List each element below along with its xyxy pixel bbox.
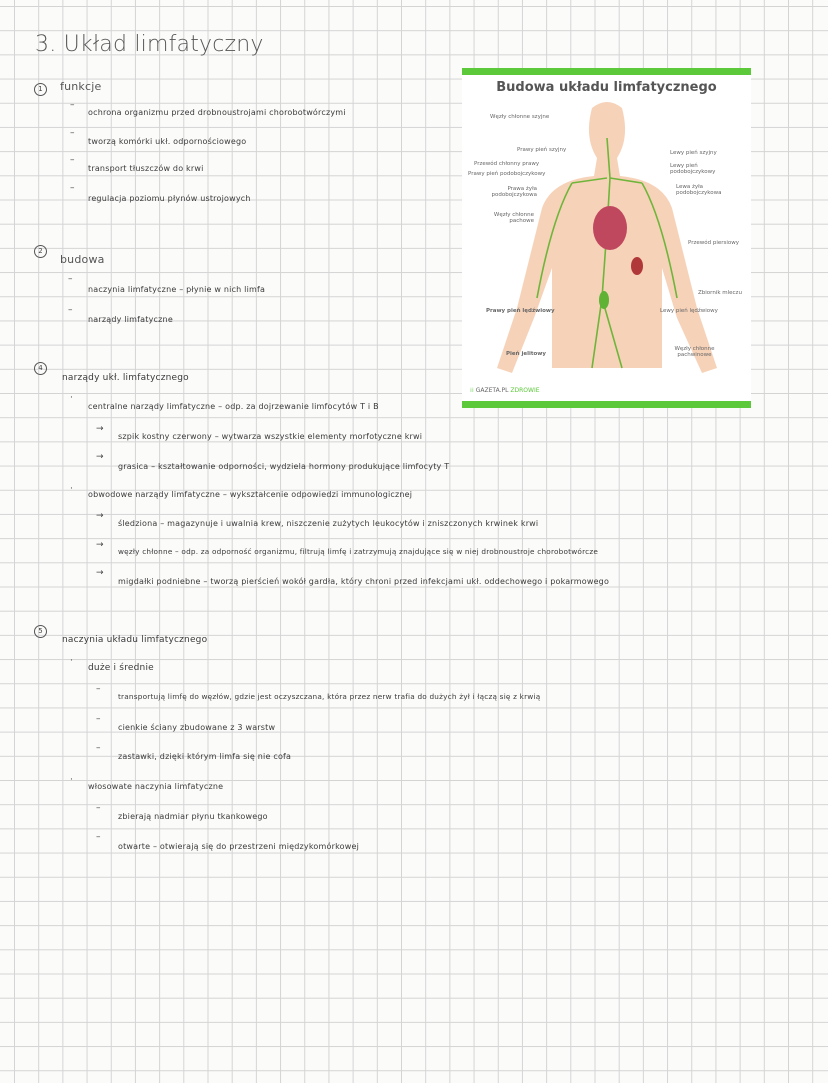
section-heading: naczynia układu limfatycznego <box>62 635 208 645</box>
list-item: węzły chłonne – odp. za odporność organizmu, filtrują limfę i zatrzymują znajdujące się w niej drobnoustroje chorobotwórcze <box>118 547 599 556</box>
bullet-marker: · <box>70 775 73 785</box>
group-label: włosowate naczynia limfatyczne <box>88 782 224 791</box>
list-item: ochrona organizmu przed drobnoustrojami chorobotwórczymi <box>88 108 346 117</box>
list-item: migdałki podniebne – tworzą pierścień wokół gardła, który chroni przed infekcjami ukł. oddechowego i pokarmowego <box>118 577 610 586</box>
figure-label: Zbiornik mleczu <box>698 290 742 296</box>
bullet-marker: · <box>70 393 73 403</box>
bullet-marker: · <box>70 656 73 666</box>
list-item: grasica – kształtowanie odporności, wydziela hormony produkujące limfocyty T <box>118 462 450 471</box>
figure-label: Lewy pień lędźwiowy <box>660 308 718 314</box>
list-item: transportują limfę do węzłów, gdzie jest oczyszczana, która przez nerw trafia do dużych żył i łączą się z krwią <box>118 692 541 701</box>
figure-label: Lewa żyła podobojczykowa <box>676 184 722 196</box>
section-number: 2 <box>34 245 47 258</box>
lymphatic-system-figure <box>462 68 751 408</box>
arrow-marker: → <box>96 540 104 550</box>
section-heading: funkcje <box>60 80 102 93</box>
figure-label: Lewy pień szyjny <box>670 150 717 156</box>
arrow-marker: → <box>96 452 104 462</box>
figure-label: Prawa żyła podobojczykowa <box>491 186 537 198</box>
group-label: duże i średnie <box>88 663 154 673</box>
figure-label: Prawy pień szyjny <box>517 147 567 153</box>
figure-label: Przewód piersiowy <box>688 240 740 246</box>
figure-label: Lewy pień podobojczykowy <box>670 163 716 175</box>
list-item: naczynia limfatyczne – płynie w nich limfa <box>88 285 266 294</box>
section-number: 5 <box>34 625 47 638</box>
list-item: transport tłuszczów do krwi <box>88 164 204 173</box>
arrow-marker: → <box>96 511 104 521</box>
figure-label: Prawy pień podobojczykowy <box>468 171 546 177</box>
list-item: cienkie ściany zbudowane z 3 warstw <box>118 723 276 732</box>
figure-label: Węzły chłonne szyjne <box>490 114 550 120</box>
section-number: 1 <box>34 83 47 96</box>
figure-label: Przewód chłonny prawy <box>474 161 540 167</box>
brand-sub: ZDROWIE <box>510 387 540 394</box>
brand-name: GAZETA.PL <box>475 387 509 394</box>
figure-title: Budowa układu limfatycznego <box>496 80 717 95</box>
brand-logo <box>468 385 542 396</box>
dash-marker: – <box>68 274 73 284</box>
dash-marker: – <box>96 832 101 842</box>
page-title: 3. Układ limfatyczny <box>35 32 264 57</box>
bottom-accent-bar <box>462 401 751 408</box>
dash-marker: – <box>70 155 75 165</box>
figure-label: Węzły chłonne pachwinowe <box>674 346 715 358</box>
dash-marker: – <box>70 128 75 138</box>
dash-marker: – <box>96 743 101 753</box>
list-item: narządy limfatyczne <box>88 315 173 324</box>
list-item: zastawki, dzięki którym limfa się nie cofa <box>118 752 292 761</box>
dash-marker: – <box>96 803 101 813</box>
figure-label: Węzły chłonne pachowe <box>493 212 534 224</box>
arrow-marker: → <box>96 424 104 434</box>
arrow-marker: → <box>96 568 104 578</box>
list-item: otwarte – otwierają się do przestrzeni międzykomórkowej <box>118 842 359 851</box>
list-item: tworzą komórki ukł. odpornościowego <box>88 137 247 146</box>
dash-marker: – <box>96 684 101 694</box>
section-number: 4 <box>34 362 47 375</box>
section-heading: narządy ukł. limfatycznego <box>62 373 189 383</box>
dash-marker: – <box>68 305 73 315</box>
group-label: obwodowe narządy limfatyczne – wykształcenie odpowiedzi immunologicznej <box>88 490 413 499</box>
logo-dots-icon: ⁞⁞ <box>470 387 474 394</box>
list-item: regulacja poziomu płynów ustrojowych <box>88 194 251 203</box>
group-label: centralne narządy limfatyczne – odp. za dojrzewanie limfocytów T i B <box>88 402 379 411</box>
figure-label: Prawy pień lędźwiowy <box>486 308 555 314</box>
bullet-marker: · <box>70 484 73 494</box>
list-item: szpik kostny czerwony – wytwarza wszystkie elementy morfotyczne krwi <box>118 432 423 441</box>
figure-label: Pień jelitowy <box>506 351 546 357</box>
dash-marker: – <box>70 100 75 110</box>
section-heading: budowa <box>60 253 105 266</box>
list-item: zbierają nadmiar płynu tkankowego <box>118 812 268 821</box>
list-item: śledziona – magazynuje i uwalnia krew, niszczenie zużytych leukocytów i zniszczonych krwinek krwi <box>118 519 539 528</box>
dash-marker: – <box>96 714 101 724</box>
dash-marker: – <box>70 183 75 193</box>
